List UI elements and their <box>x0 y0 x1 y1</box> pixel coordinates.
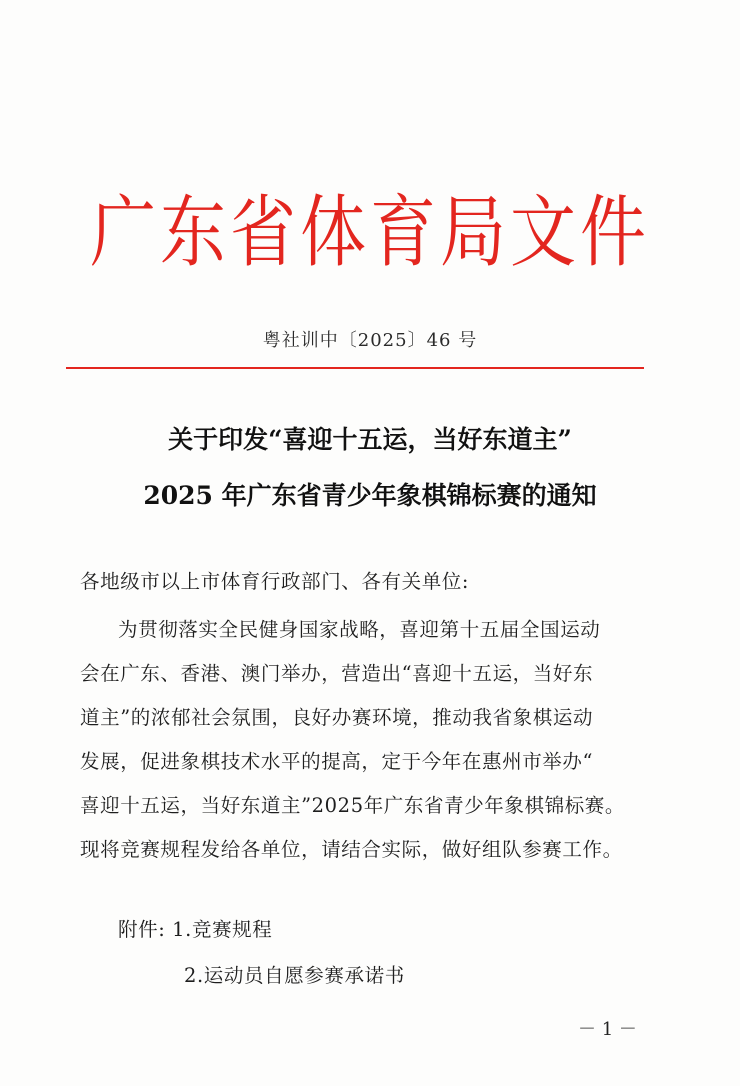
paragraph-line: 喜迎十五运，当好东道主”2025年广东省青少年象棋锦标赛。 <box>80 794 625 817</box>
red-divider-line <box>66 367 644 369</box>
salutation: 各地级市以上市体育行政部门、各有关单位: <box>80 570 470 593</box>
paragraph-line: 会在广东、香港、澳门举办，营造出“喜迎十五运，当好东 <box>80 662 594 685</box>
paragraph-line: 道主”的浓郁社会氛围，良好办赛环境，推动我省象棋运动 <box>80 706 594 729</box>
page-number: － 1 － <box>578 1019 637 1040</box>
attachment-item: 2.运动员自愿参赛承诺书 <box>184 964 405 987</box>
paragraph-line: 现将竞赛规程发给各单位，请结合实际，做好组队参赛工作。 <box>80 838 623 861</box>
notice-title-line-2: 2025 年广东省青少年象棋锦标赛的通知 <box>143 481 597 510</box>
notice-title-line-1: 关于印发“喜迎十五运，当好东道主” <box>168 425 572 454</box>
paragraph-line: 发展，促进象棋技术水平的提高，定于今年在惠州市举办“ <box>80 750 594 773</box>
paragraph-line: 为贯彻落实全民健身国家战略，喜迎第十五届全国运动 <box>118 618 601 641</box>
document-number: 粤社训中〔2025〕46 号 <box>262 330 478 351</box>
document-masthead: 广东省体育局文件 <box>90 187 650 278</box>
attachment-list-label: 附件: 1.竞赛规程 <box>118 918 273 941</box>
